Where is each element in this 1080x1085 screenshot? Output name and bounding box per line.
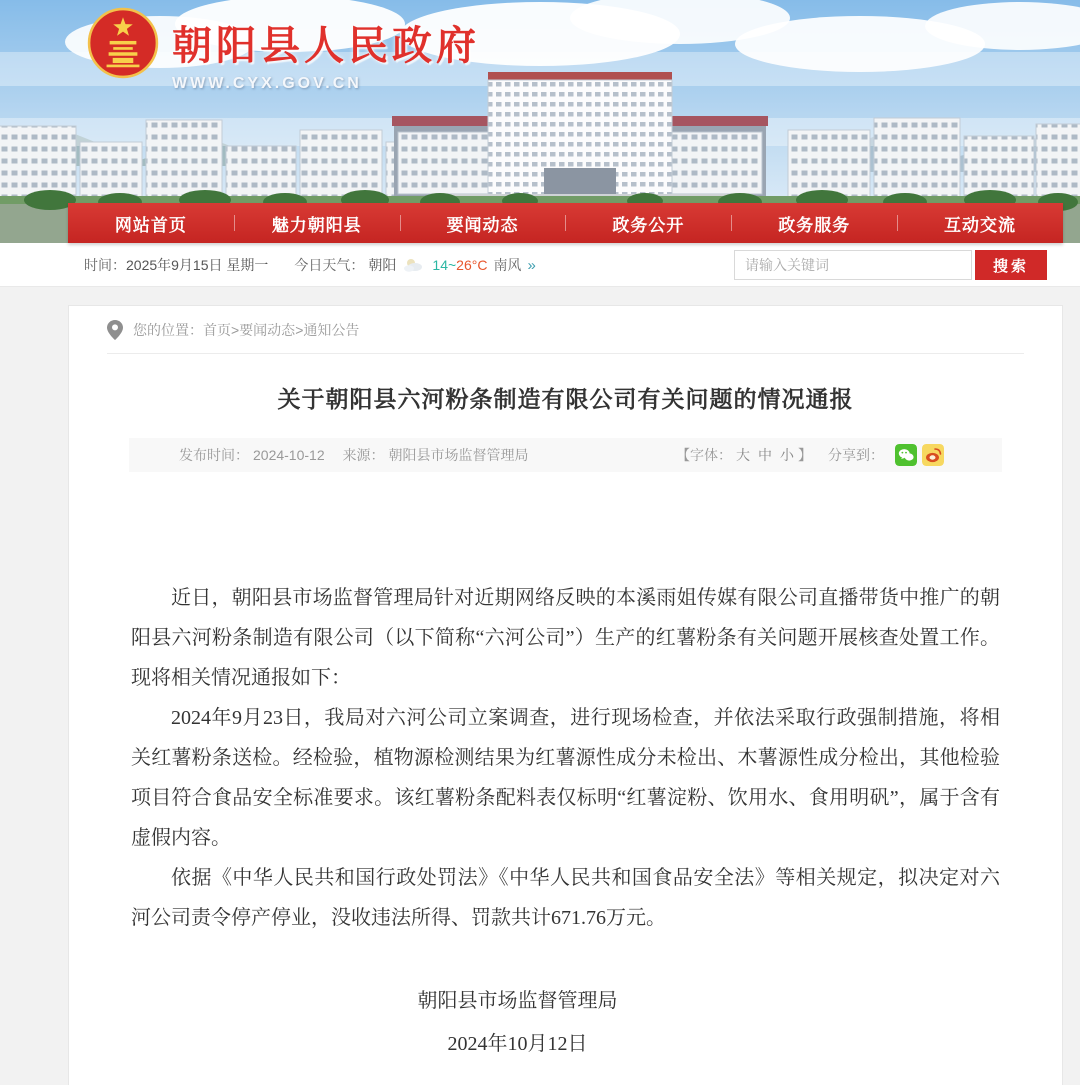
header-banner	[0, 0, 1080, 243]
font-size-large-button[interactable]: 大	[736, 447, 750, 463]
publish-time: 2024-10-12	[253, 447, 325, 463]
info-bar	[0, 243, 1080, 287]
national-emblem-icon	[86, 6, 160, 80]
article-signature	[69, 984, 1062, 1056]
weather-more-link[interactable]: »	[527, 256, 536, 274]
site-title: 朝阳县人民政府	[172, 24, 480, 68]
font-label-open: 【字体：	[676, 447, 732, 463]
breadcrumb-sep: >	[231, 322, 240, 338]
search-input[interactable]	[734, 250, 972, 280]
breadcrumb	[69, 306, 1062, 353]
search-button[interactable]: 搜索	[975, 250, 1047, 280]
nav-item-home[interactable]: 网站首页	[114, 215, 187, 235]
weather-city: 朝阳	[368, 257, 397, 273]
publish-time-label: 发布时间：	[179, 447, 249, 463]
signature-date: 2024年10月12日	[447, 1033, 588, 1055]
site-brand	[86, 6, 480, 93]
nav-item-news[interactable]: 要闻动态	[400, 203, 566, 243]
weather-label: 今日天气：	[294, 257, 365, 273]
breadcrumb-notices[interactable]: 通知公告	[303, 322, 360, 338]
breadcrumb-sep: >	[295, 322, 304, 338]
nav-item-interaction[interactable]: 互动交流	[897, 203, 1063, 243]
article-meta	[129, 438, 1002, 472]
breadcrumb-home[interactable]: 首页	[203, 322, 231, 338]
font-size-medium-button[interactable]: 中	[758, 447, 772, 463]
weibo-icon[interactable]	[922, 444, 944, 466]
breadcrumb-news[interactable]: 要闻动态	[239, 322, 296, 338]
wechat-icon[interactable]	[895, 444, 917, 466]
temp-low: 14~	[432, 257, 457, 273]
nav-item-charm[interactable]: 魅力朝阳县	[234, 203, 400, 243]
breadcrumb-label: 您的位置：	[133, 322, 203, 338]
wind-direction: 南风	[493, 257, 522, 273]
content-card	[68, 305, 1063, 1085]
nav-item-gov-open[interactable]: 政务公开	[565, 203, 731, 243]
signature-agency: 朝阳县市场监督管理局	[417, 990, 618, 1012]
article-title: 关于朝阳县六河粉条制造有限公司有关问题的情况通报	[277, 386, 854, 412]
page-background	[0, 287, 1080, 1085]
source-label: 来源：	[342, 447, 385, 463]
divider	[107, 353, 1024, 354]
font-size-small-button[interactable]: 小	[780, 447, 794, 463]
paragraph: 2024年9月23日，我局对六河公司立案调查，进行现场检查，并依法采取行政强制措施，将相关红薯粉条送检。经检验，植物源检测结果为红薯源性成分未检出、木薯源性成分检出，其他检验项目符合食品安全标准要求。该红薯粉条配料表仅标明“红薯淀粉、饮用水、食用明矾”，属于含有虚假内容。	[131, 707, 1000, 849]
time-label: 时间：	[84, 257, 126, 273]
main-nav	[68, 203, 1063, 243]
nav-item-gov-service[interactable]: 政务服务	[731, 203, 897, 243]
font-label-close: 】	[798, 447, 812, 463]
partly-cloudy-icon	[402, 256, 426, 274]
article-body	[131, 578, 1000, 938]
location-pin-icon	[107, 320, 123, 340]
source-value: 朝阳县市场监督管理局	[388, 447, 529, 463]
current-date: 2025年9月15日 星期一	[126, 257, 269, 273]
site-url: WWW.CYX.GOV.CN	[172, 75, 362, 92]
paragraph: 依据《中华人民共和国行政处罚法》《中华人民共和国食品安全法》等相关规定，拟决定对六河公司责令停产停业，没收违法所得、罚款共计671.76万元。	[131, 867, 1000, 929]
temp-high: 26°C	[456, 257, 488, 273]
share-label: 分享到：	[828, 447, 884, 463]
paragraph: 近日，朝阳县市场监督管理局针对近期网络反映的本溪雨姐传媒有限公司直播带货中推广的朝阳县六河粉条制造有限公司（以下简称“六河公司”）生产的红薯粉条有关问题开展核查处置工作。现将相关情况通报如下：	[131, 587, 1000, 689]
